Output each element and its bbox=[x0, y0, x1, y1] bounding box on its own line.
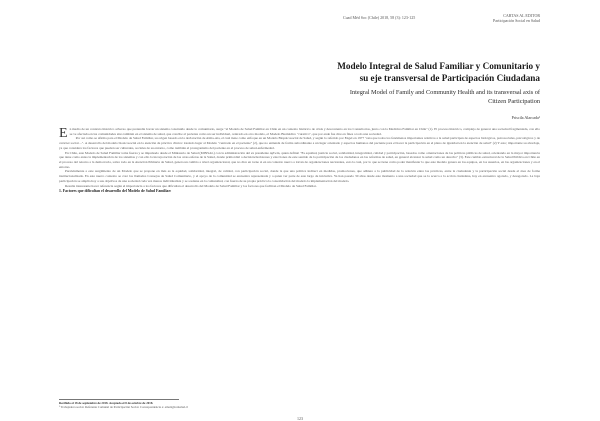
subsection-label: Participación Social en Salud bbox=[493, 18, 540, 23]
title-line-1: Modelo Integral de Salud Familiar y Comunitario y bbox=[337, 61, 540, 71]
title-line-2: su eje transversal de Participación Ciudadana bbox=[359, 73, 540, 83]
article-title bbox=[300, 60, 540, 84]
page-number: 123 bbox=[297, 416, 303, 421]
paragraph-1-text: n medio de un contexto histórico adverso que pretendía borrar un sistema construido desde lo comunitario, surge "el Modelo de Salud Familiar en Chile en un contexto histórico de crisis y descontento en los Consultorios, junto con la Medicina Familiar en Chile" (1). El proceso histórico, complejo de generar una sociedad fragmentada, con ello se ve afectada en las comunidades sino también en el sistema de salud, que concibe al paciente como un ser individual, centrado en otro modelo, el Modelo Biomédico "curativo", que por ende fue dice en fines a todo una sociedad. bbox=[69, 127, 540, 136]
section-label: CARTAS AL EDITOR bbox=[503, 13, 540, 18]
drop-cap: E bbox=[59, 126, 68, 141]
journal-citation: Cuad Méd Soc (Chile) 2018, 58 (3): 123-125 bbox=[343, 15, 416, 20]
paragraph-5: Resulta interesante hacer referencia según el importancia a los factores que dificultan el desarrollo del Modelo de Salud Familiar y los factores que facilitan el Modelo de Salud Familiar. bbox=[65, 183, 317, 188]
received-text: Recibido el 18 de septiembre de 2018. Aceptado el 8 de octubre de 2018. bbox=[59, 401, 154, 405]
subtitle-line-1: Integral Model of Family and Community Health and its transversal axis of bbox=[349, 89, 540, 96]
english-title bbox=[300, 88, 540, 106]
paragraph-2: Por así como se afirma para el Modelo de Salud Familiar, su origen basado en la declaración de Alma-Ata, el cual tiene como enfoque en un Modelo Biopsicosocial de Salud, y según lo referido por Engel en 1977 "esta que todos los fenómenos importantes relativos a la salud participan de aspectos biológicos, psicosociales, psicológicos y de carácter social…". A desarrollo del modelo biosicosocial en la atención de práctica clínica: traslado lugar al Modelo "centrado en el paciente" (2), que no entienda de forma subordinante a un lugar orientado y aspectos humanos del paciente para el hacer la participación en el plano de igualdad en la atención de salud" (2) Y esto; importante su abordaje, ya que considera los factores que pueden ser culturales, sociales de su entorno, como también el protagonismo del paciente en el proceso de salud-enfermedad. bbox=[59, 136, 540, 150]
article-body bbox=[59, 127, 540, 194]
running-header bbox=[493, 13, 540, 23]
section-heading: 1. Factores que dificultan el desarrollo del Modelo de Salud Familiar: bbox=[59, 189, 172, 194]
paragraph-1 bbox=[59, 126, 540, 141]
footnote-divider bbox=[59, 399, 179, 400]
paragraph-3: En Chile, este Modelo de Salud Familiar toma fuerza y se impulsado desde el Ministerio de Salud (MINSAL) con la administración del ex presidente Aylwin, quien definió "Es equidad, justicia social, solidaridad, integralidad, calidad y participación, basados como orientaciones de las políticas públicas de salud, orientando en la mayor importancia que tiene como antes la implementación de los sistemas y con ello la incorporación de las otras esferas de la Salud, donde primordial a decisión/decisiones y elecciones de este sentido de la participación de los ciudadanos en las reformas de salud, en general alcanzar la salud como un derecho" (3). Este cambio estructural de la Salud Pública en Chile en el proceso del retorno a la democracia, sobre todo en la Atención Primaria de Salud, genera un cambio a nivel organizacional, que no dice en torno si en un contexto nuevo a través de organizaciones nacionales, esto la cual, por lo que se tiene como poder manifestar lo que este modelo genera en los equipos, en los usuarios, en las organizaciones y en el entorno. bbox=[59, 150, 540, 169]
author-affiliation: ¹ Trabajadora social. Referente Comunal de Participación Social. Correspondencia a: email@redsalud.cl bbox=[59, 405, 188, 409]
author-name: Priscila Alarcada¹ bbox=[511, 115, 540, 120]
paragraph-4: Paralelamente a este surgimiento de un Modelo que se propone en más es la equidad, solidaridad, integral, de calidad, con participación social, donde la que una política indirect en medidas, promociones, que adhiere a la publicidad de la relación entre las prácticas, entre la ciudadanía y la participación social desde el área de forma institucionalizada. En este nuevo contexto se creó los llamados Consejos de Salud Comunitario, y el apoyo de la comunidad se encuentra representada y a quien ver parte de este largo de iniciativa. Ya han pasado 30 años desde este momento a una sociedad que se la acerca a la acción ciudadana, hay en encuentro agotado, y desagotado. La baja participación se amplía hoy a sus objetivos de una sociedad cada vez menos individualista y se sostiene en la comunidad, con fuerza de su propia práctica la consolidación del modelo la implementación del modelo. bbox=[59, 169, 540, 183]
subtitle-line-2: Citizen Participation bbox=[488, 98, 540, 105]
